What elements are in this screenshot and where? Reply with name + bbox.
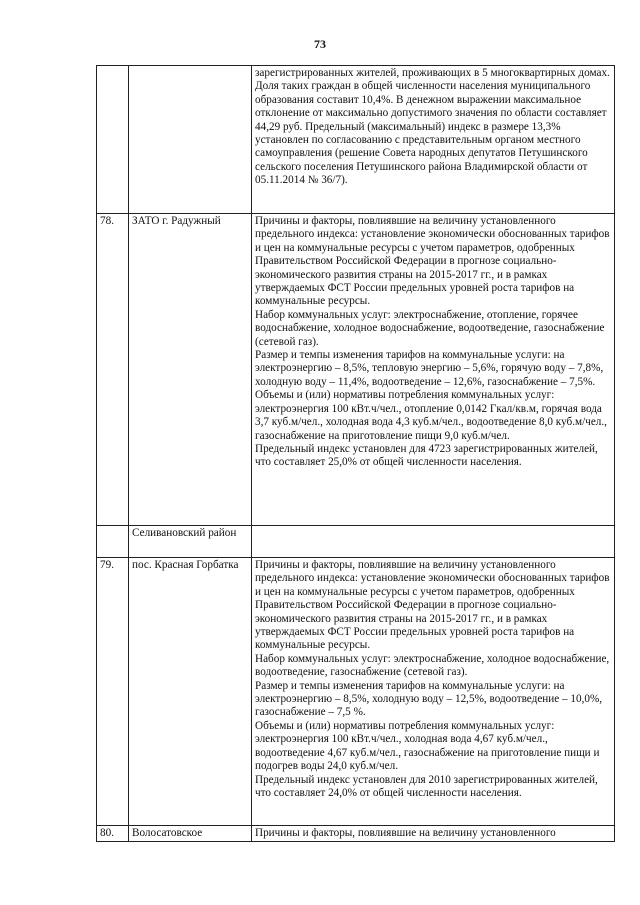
description-cell — [252, 558, 615, 826]
description-paragraph: Размер и темпы изменения тарифов на коммунальные услуги: на электроэнергию – 8,5%, холодную воду – 12,5%, водоотведение – 10,0%, газоснабжение – 7,5 %. — [255, 679, 603, 719]
table-row — [97, 526, 615, 558]
description-paragraph: Предельный индекс установлен для 2010 зарегистрированных жителей, что составляет 24,0% от общей численности населения. — [255, 773, 598, 799]
description-paragraph: зарегистрированных жителей, проживающих в 5 многоквартирных домах. Доля таких граждан в общей численности населения муниципального образования составит 10,4%. В денежном выражении максимальное отклонение от максимально допустимого значения по области составляет 44,29 руб. Предельный (максимальный) индекс в размере 13,3% установлен по согласованию с представительным органом местного самоуправления (решение Совета народных депутатов Петушинского сельского поселения Петушинского района Владимирской области от 05.11.2014 № 36/7). — [255, 67, 610, 187]
description-cell — [252, 66, 615, 214]
municipality-index-table — [96, 65, 615, 842]
description-paragraph: Набор коммунальных услуг: электроснабжение, отопление, горячее водоснабжение, холодное водоснабжение, водоотведение, газоснабжение (сетевой газ). — [255, 308, 605, 348]
municipality-name-cell: пос. Красная Горбатка — [129, 558, 252, 826]
district-name-cell: Селивановский район — [129, 526, 252, 558]
row-number-cell — [97, 66, 129, 214]
table-row — [97, 66, 615, 214]
row-number-cell: 78. — [97, 214, 129, 526]
description-cell — [252, 826, 615, 842]
table-row — [97, 826, 615, 842]
description-paragraph: Предельный индекс установлен для 4723 зарегистрированных жителей, что составляет 25,0% от общей численности населения. — [255, 442, 598, 469]
municipality-name-cell: Волосатовское — [129, 826, 252, 842]
description-cell — [252, 526, 615, 558]
description-cell — [252, 214, 615, 526]
row-number-cell: 80. — [97, 826, 129, 842]
description-paragraph: Причины и факторы, повлиявшие на величину установленного предельного индекса: установление экономически обоснованных тарифов и цен на коммунальные ресурсы с учетом параметров, одобренных Правительством Российской Федерации в прогнозе социально-экономического развития страны на 2015-2017 гг., и в рамках утверждаемых ФСТ России предельных уровней роста тарифов на коммунальные ресурсы. — [255, 215, 610, 308]
description-paragraph: Набор коммунальных услуг: электроснабжение, холодное водоснабжение, водоотведение, газоснабжение (сетевой газ). — [255, 652, 610, 679]
row-number-cell: 79. — [97, 558, 129, 826]
municipality-name-cell: ЗАТО г. Радужный — [129, 214, 252, 526]
description-paragraph: Объемы и (или) нормативы потребления коммунальных услуг: электроэнергия 100 кВт.ч/чел., холодная вода 4,67 куб.м/чел., водоотведение 4,67 куб.м/чел., газоснабжение на приготовление пищи и подогрев воды 24,0 куб.м/чел. — [255, 719, 600, 773]
description-paragraph: Причины и факторы, повлиявшие на величину установленного предельного индекса: установление экономически обоснованных тарифов и цен на коммунальные ресурсы с учетом параметров, одобренных Правительством Российской Федерации в прогнозе социально-экономического развития страны на 2015-2017 гг., и в рамках утверждаемых ФСТ России предельных уровней роста тарифов на коммунальные ресурсы. — [255, 559, 610, 652]
description-paragraph: Размер и темпы изменения тарифов на коммунальные услуги: на электроэнергию – 8,5%, тепловую энергию – 5,6%, горячую воду – 7,8%, холодную воду – 11,4%, водоотведение – 12,6%, газоснабжение – 7,5%. — [255, 349, 604, 388]
row-number-cell — [97, 526, 129, 558]
table-row — [97, 558, 615, 826]
page-number: 73 — [314, 37, 326, 51]
description-paragraph: Объемы и (или) нормативы потребления коммунальных услуг: электроэнергия 100 кВт.ч/чел., отопление 0,0142 Гкал/кв.м, горячая вода 3,7 куб.м/чел., холодная вода 4,3 куб.м/чел., водоотведение 8,0 куб.м/чел., газоснабжение на приготовление пищи 9,0 куб.м/чел. — [255, 389, 607, 442]
municipality-name-cell — [129, 66, 252, 214]
table-row — [97, 214, 615, 526]
description-paragraph: Причины и факторы, повлиявшие на величину установленного — [255, 827, 556, 839]
